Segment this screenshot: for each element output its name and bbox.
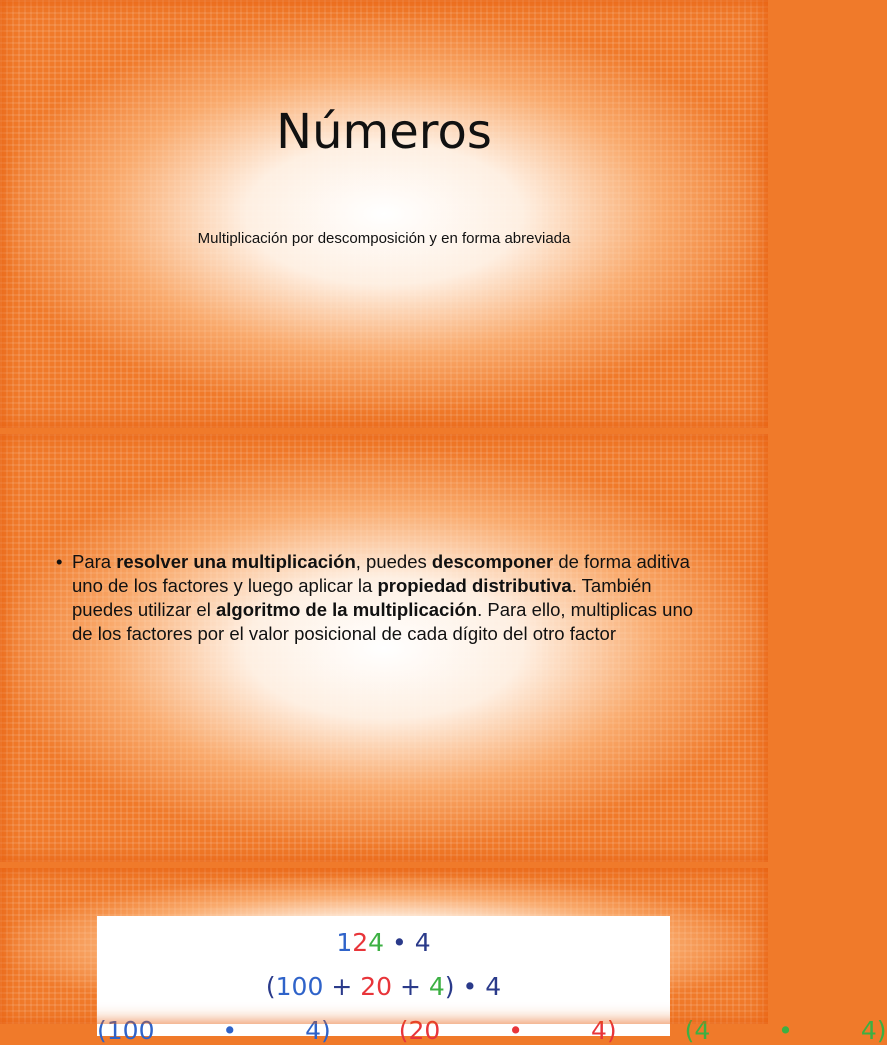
- bullet-run: de forma aditiva uno de los factores y luego aplicar la: [72, 551, 690, 596]
- slide-subtitle: Multiplicación por descomposición y en forma abreviada: [197, 230, 571, 247]
- partial-product-tens: (20 • 4): [398, 1016, 617, 1045]
- bullet-run-bold: algoritmo de la multiplicación: [215, 599, 478, 620]
- slide-title: [0, 0, 768, 428]
- bullet-text: [72, 550, 716, 646]
- math-line-3: [97, 1016, 887, 1045]
- bullet-run: . Para ello, multiplicas uno de los factores por el valor posicional de cada dígito del otro factor: [72, 599, 694, 644]
- paren-open: (: [265, 972, 276, 1001]
- bullet-run-bold: descomponer: [431, 551, 554, 572]
- math-line-1: [97, 928, 670, 957]
- digit-hundreds: 1: [336, 928, 353, 957]
- multiply-operator: •: [384, 928, 415, 957]
- plus-operator: +: [392, 972, 429, 1001]
- math-line-2: [97, 972, 670, 1001]
- partial-product-hundreds: (100 • 4): [97, 1016, 331, 1045]
- multiply-operator: •: [454, 972, 486, 1001]
- partial-product-units: (4 • 4): [684, 1016, 887, 1045]
- addend-hundreds: 100: [275, 972, 324, 1001]
- bullet-icon: •: [56, 551, 63, 572]
- math-example-image: [97, 916, 887, 1045]
- slide-content: [0, 434, 768, 862]
- digit-units: 4: [368, 928, 385, 957]
- slide-example: [0, 868, 887, 1045]
- paren-close: ): [444, 972, 455, 1001]
- bullet-run: . También puedes utilizar el: [72, 575, 652, 620]
- bullet-run-bold: propiedad distributiva: [377, 575, 572, 596]
- addend-tens: 20: [360, 972, 393, 1001]
- addend-units: 4: [428, 972, 445, 1001]
- plus-operator: +: [323, 972, 361, 1001]
- slide-title-heading: Números: [276, 104, 492, 160]
- bullet-run-bold: resolver una multiplicación: [116, 551, 356, 572]
- factor: 4: [414, 928, 431, 957]
- bullet-run: Para: [72, 551, 117, 572]
- bullet-run: , puedes: [355, 551, 432, 572]
- bullet-item: [56, 550, 716, 646]
- digit-tens: 2: [352, 928, 369, 957]
- factor: 4: [485, 972, 502, 1001]
